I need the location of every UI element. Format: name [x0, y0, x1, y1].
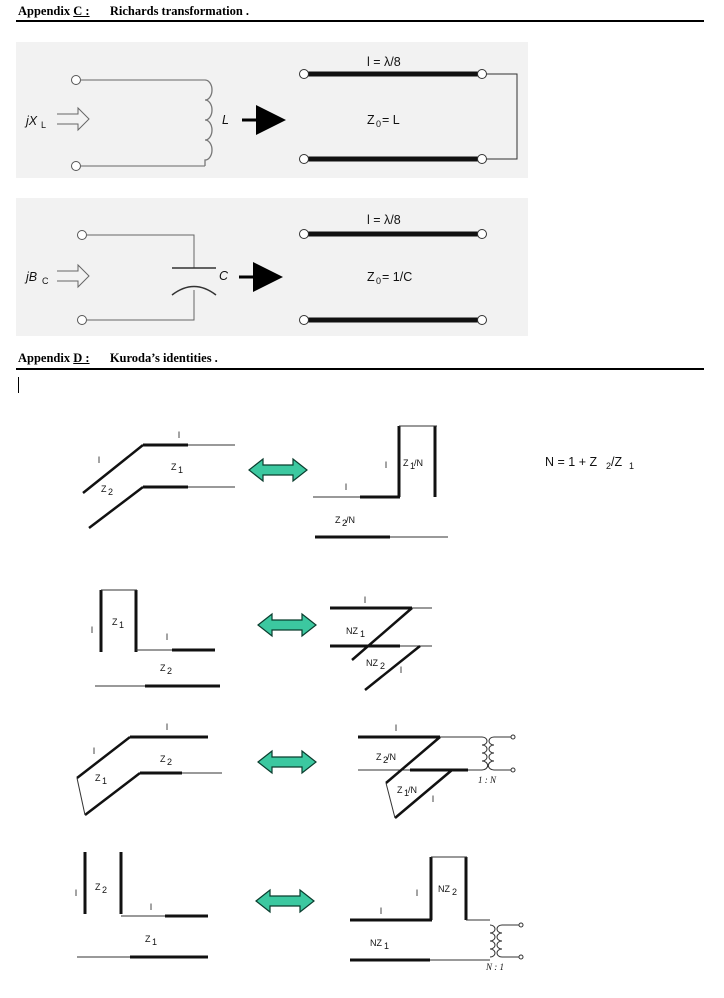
z-label: Z	[95, 773, 101, 783]
length-label: l	[395, 723, 397, 733]
length-label: l	[345, 482, 347, 492]
turns-ratio-label: N : 1	[486, 962, 504, 972]
nz-sub: 1	[384, 941, 390, 951]
length-label: l	[166, 722, 168, 732]
appendix-c-prefix: Appendix	[18, 4, 71, 18]
z-sub: 2	[108, 487, 114, 497]
equivalence-arrow-icon	[249, 459, 307, 481]
inductor-label: L	[222, 113, 229, 127]
capacitor-z0-sub: 0	[376, 276, 382, 286]
capacitor-z0-prefix: Z	[367, 270, 375, 284]
reactance-label: jX	[26, 114, 38, 128]
inductor-z0-sub: 0	[376, 119, 382, 129]
z-sub: 1	[152, 937, 158, 947]
nz-sub: 2	[380, 661, 386, 671]
terminal-bottom	[72, 162, 81, 171]
z-sub: 2	[167, 666, 173, 676]
appendix-c-title: Richards transformation .	[109, 4, 250, 18]
transformer-coil-icon	[490, 925, 502, 957]
nz-label: NZ	[370, 938, 382, 948]
length-label: l	[75, 888, 77, 898]
capacitor-z0-value: = 1/C	[382, 270, 413, 284]
z-sub: 1	[178, 465, 184, 475]
z-label: Z	[101, 484, 107, 494]
kuroda-identity-1	[83, 426, 634, 537]
z-sub: 1	[410, 461, 416, 471]
z-label: Z	[160, 663, 166, 673]
inductor-length-label: l = λ/8	[367, 55, 401, 69]
turns-ratio-label: 1 : N	[478, 775, 496, 785]
length-label: l	[166, 632, 168, 642]
length-label: l	[416, 888, 418, 898]
transformer-coil-icon	[482, 737, 494, 770]
richards-inductor-panel	[16, 42, 528, 178]
n-formula-mid: /Z	[611, 455, 623, 469]
inductor-z0-prefix: Z	[367, 113, 375, 127]
appendix-d-title: Kuroda’s identities .	[109, 351, 218, 365]
length-label: l	[150, 902, 152, 912]
kuroda-identity-4	[75, 852, 523, 972]
over-n-label: /N	[414, 458, 423, 468]
susceptance-label: jB	[26, 270, 38, 284]
appendix-d-ref[interactable]: D :	[73, 351, 90, 365]
inductor-z0-value: = L	[382, 113, 400, 127]
appendix-d-prefix: Appendix	[18, 351, 71, 365]
n-formula-lhs: N = 1 + Z	[545, 455, 598, 469]
susceptance-sub: C	[42, 276, 49, 286]
z-label: Z	[335, 515, 341, 525]
nz-sub: 2	[452, 887, 458, 897]
capacitor-length-label: l = λ/8	[367, 213, 401, 227]
length-label: l	[98, 455, 100, 465]
length-label: l	[178, 430, 180, 440]
length-label: l	[364, 595, 366, 605]
length-label: l	[93, 746, 95, 756]
reactance-sub: L	[41, 120, 47, 130]
equivalence-arrow-icon	[256, 890, 314, 912]
z-sub: 1	[102, 776, 108, 786]
nz-label: NZ	[366, 658, 378, 668]
capacitor-panel-bg	[16, 198, 528, 336]
nz-label: NZ	[438, 884, 450, 894]
n-formula-sub-b: 1	[629, 461, 635, 471]
terminal-top	[72, 76, 81, 85]
length-label: l	[91, 625, 93, 635]
z-label: Z	[160, 754, 166, 764]
length-label: l	[380, 906, 382, 916]
over-n-label: /N	[346, 515, 355, 525]
kuroda-identity-2	[91, 590, 432, 690]
z-sub: 2	[383, 755, 389, 765]
z-sub: 1	[404, 788, 410, 798]
z-sub: 2	[342, 518, 348, 528]
appendix-c-ref[interactable]: C :	[73, 4, 90, 18]
n-formula-sub-a: 2	[606, 461, 612, 471]
kuroda-identity-3	[77, 722, 515, 818]
z-label: Z	[145, 934, 151, 944]
equivalence-arrow-icon	[258, 751, 316, 773]
z-label: Z	[376, 752, 382, 762]
over-n-label: /N	[387, 752, 396, 762]
n-formula	[545, 455, 634, 471]
capacitor-label: C	[219, 269, 229, 283]
length-label: l	[400, 665, 402, 675]
z-label: Z	[397, 785, 403, 795]
z-sub: 1	[119, 620, 125, 630]
length-label: l	[385, 460, 387, 470]
z-label: Z	[403, 458, 409, 468]
z-sub: 2	[102, 885, 108, 895]
z-sub: 2	[167, 757, 173, 767]
equivalence-arrow-icon	[258, 614, 316, 636]
z-label: Z	[112, 617, 118, 627]
z-label: Z	[171, 462, 177, 472]
z-label: Z	[95, 882, 101, 892]
richards-capacitor-panel	[16, 198, 528, 336]
nz-sub: 1	[360, 629, 366, 639]
nz-label: NZ	[346, 626, 358, 636]
length-label: l	[432, 794, 434, 804]
over-n-label: /N	[408, 785, 417, 795]
